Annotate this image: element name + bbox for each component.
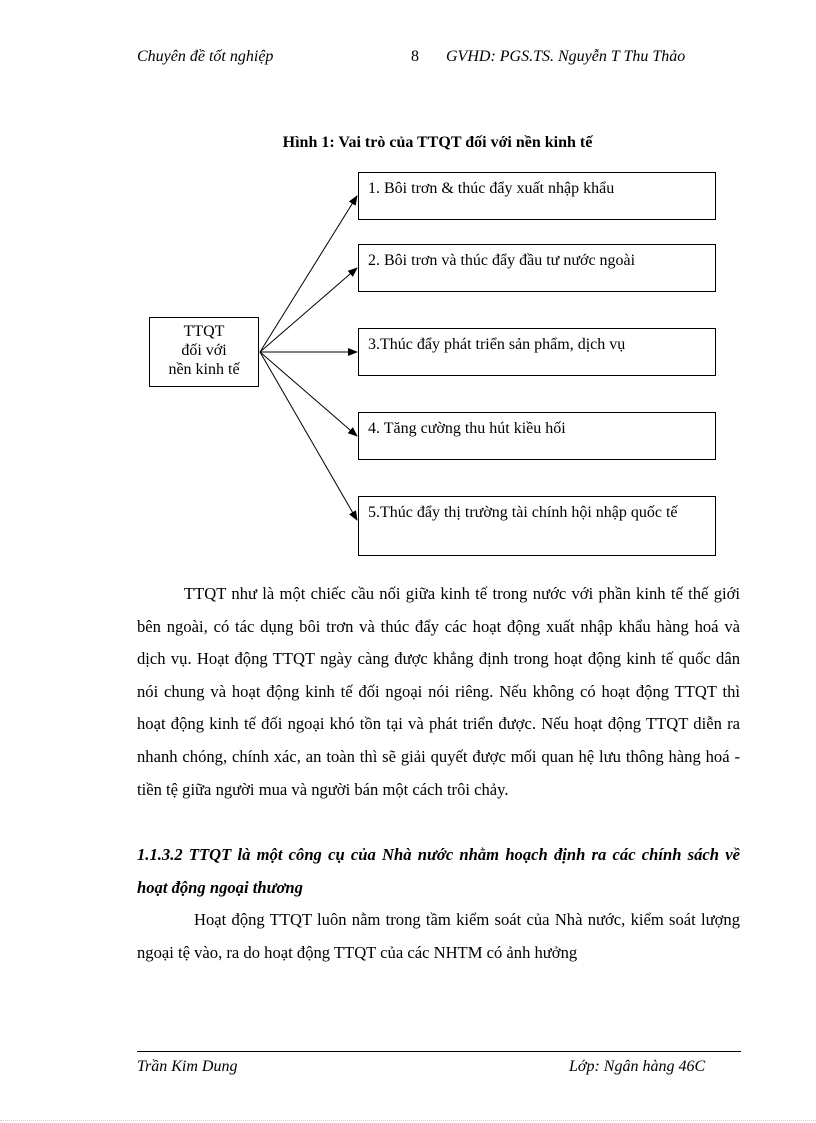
target-box-4: 4. Tăng cường thu hút kiều hối <box>358 412 716 460</box>
paragraph-2-text: Hoạt động TTQT luôn nằm trong tầm kiểm soát của Nhà nước, kiểm soát lượng ngoại tệ vào, ra do hoạt động TTQT của các NHTM có ảnh hưởng <box>137 910 740 962</box>
target-box-1: 1. Bôi trơn & thúc đẩy xuất nhập khẩu <box>358 172 716 220</box>
arrow-1 <box>260 196 357 352</box>
section-heading <box>137 839 740 904</box>
page-number: 8 <box>411 48 419 65</box>
arrow-5 <box>260 352 357 520</box>
arrow-2 <box>260 268 357 352</box>
figure-title: Hình 1: Vai trò của TTQT đối với nền kinh tế <box>282 134 593 151</box>
paragraph-1-text: TTQT như là một chiếc cầu nối giữa kinh tế trong nước với phần kinh tế thế giới bên ngoài, có tác dụng bôi trơn và thúc đẩy các hoạt động xuất nhập khẩu hàng hoá và dịch vụ. Hoạt động TTQT ngày càng được khẳng định trong hoạt động kinh tế quốc dân nói chung và hoạt động kinh tế đối ngoại nói riêng. Nếu không có hoạt động TTQT thì hoạt động kinh tế đối ngoại khó tồn tại và phát triển được. Nếu hoạt động TTQT diễn ra nhanh chóng, chính xác, an toàn thì sẽ giải quyết được mối quan hệ lưu thông hàng hoá - tiền tệ giữa người mua và người bán một cách trôi chảy. <box>137 584 740 799</box>
source-line: TTQT <box>183 323 225 340</box>
arrow-4 <box>260 352 357 436</box>
section-heading-text: 1.1.3.2 TTQT là một công cụ của Nhà nước nhằm hoạch định ra các chính sách về hoạt động ngoại thương <box>137 845 740 897</box>
footer-divider <box>137 1051 741 1052</box>
paragraph-1 <box>137 578 740 806</box>
target-box-3: 3.Thúc đẩy phát triển sản phẩm, dịch vụ <box>358 328 716 376</box>
source-line: nền kinh tế <box>168 361 240 378</box>
header-left: Chuyên đề tốt nghiệp <box>137 48 274 65</box>
target-box-2: 2. Bôi trơn và thúc đẩy đầu tư nước ngoài <box>358 244 716 292</box>
paragraph-2 <box>137 904 740 969</box>
source-box <box>149 317 259 387</box>
target-box-5: 5.Thúc đẩy thị trường tài chính hội nhập quốc tế <box>358 496 716 556</box>
page-edge <box>0 1120 816 1121</box>
footer-right: Lớp: Ngân hàng 46C <box>569 1058 706 1075</box>
source-line: đối với <box>181 342 227 359</box>
header-right: GVHD: PGS.TS. Nguyễn T Thu Thảo <box>446 48 686 65</box>
footer-left: Trần Kim Dung <box>137 1058 238 1075</box>
